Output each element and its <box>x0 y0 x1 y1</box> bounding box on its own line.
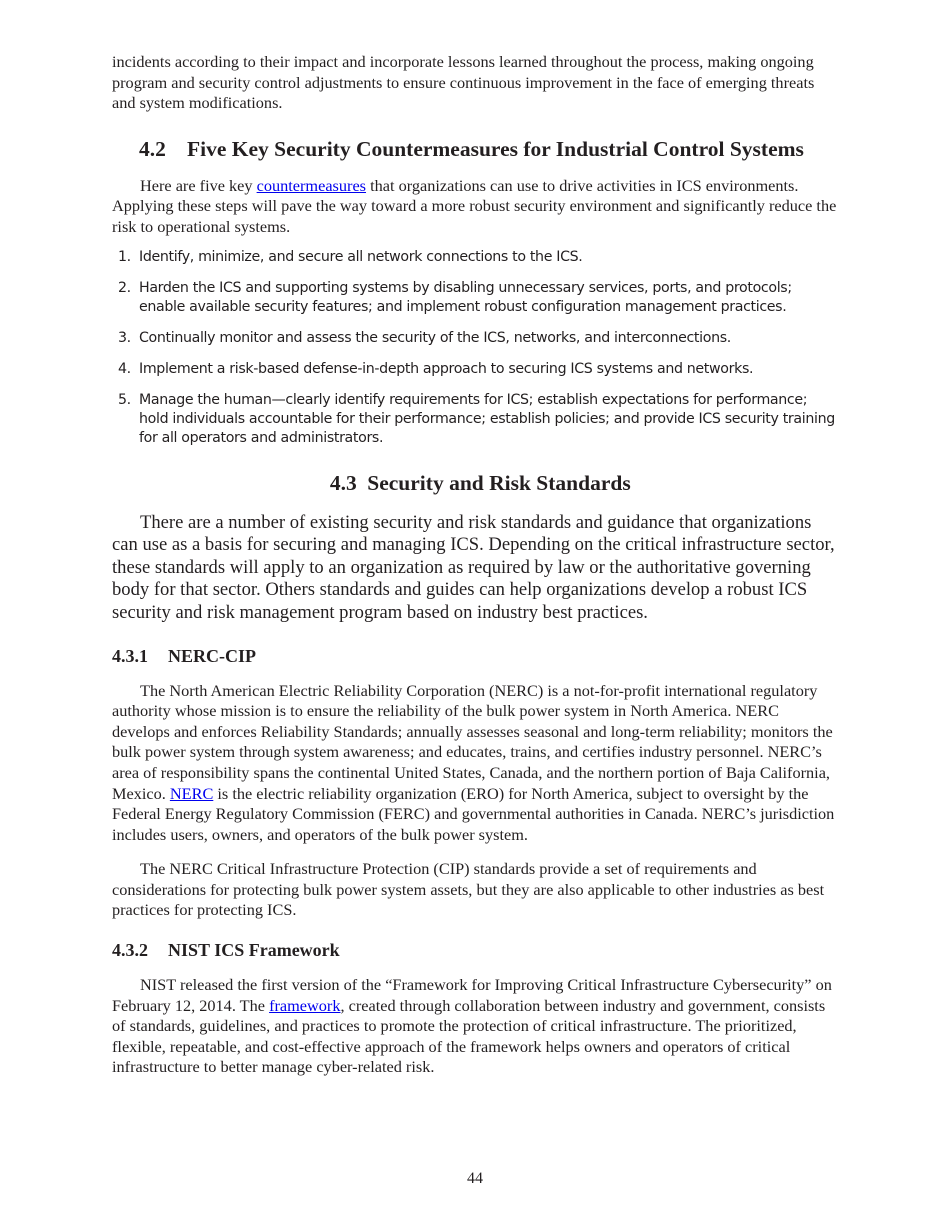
section-4-2-heading <box>139 136 838 162</box>
list-item-text: Manage the human—clearly identify requirements for ICS; establish expectations for performance; hold individuals accountable for their performance; establish policies; and provide ICS security training for all operators and administrators. <box>139 391 835 446</box>
paragraph-text: Here are five key <box>140 175 257 195</box>
section-title: Five Key Security Countermeasures for Industrial Control Systems <box>187 136 804 161</box>
document-page <box>112 52 838 1078</box>
section-4-3-paragraph: There are a number of existing security and risk standards and guidance that organizations can use as a basis for securing and managing ICS. Depending on the critical infrastructure sector, these standards will apply to an organization as required by law or the authoritative governing body for that sector. Others standards and guides can help organizations develop a robust ICS security and risk management program based on industry best practices. <box>112 511 835 623</box>
paragraph-text: that organizations can use to drive activities in ICS environments. Applying these steps will pave the way toward a more robust security environment and significantly reduce the risk to operational systems. <box>112 175 837 236</box>
subsection-number: 4.3.2 <box>112 940 148 961</box>
nerc-link[interactable]: NERC <box>169 783 214 803</box>
list-item <box>112 279 838 317</box>
nerc-paragraph-1 <box>112 681 838 846</box>
list-item-text: Continually monitor and assess the security of the ICS, networks, and interconnections. <box>139 329 731 346</box>
paragraph-text: The North American Electric Reliability Corporation (NERC) is a not-for-profit international regulatory authority whose mission is to ensure the reliability of the bulk power system in North America. NERC develops and enforces Reliability Standards; annually assesses seasonal and long-term reliability; monitors the bulk power system through system awareness; and educates, trains, and certifies industry personnel. NERC’s area of responsibility spans the continental United States, Canada, and the northern portion of Baja California, Mexico. <box>112 680 833 803</box>
list-item-text: Harden the ICS and supporting systems by disabling unnecessary services, ports, and protocols; enable available security features; and implement robust configuration management practices. <box>139 279 792 315</box>
list-item-text: Implement a risk-based defense-in-depth approach to securing ICS systems and networks. <box>139 360 754 377</box>
paragraph-text: is the electric reliability organization (ERO) for North America, subject to oversight by the Federal Energy Regulatory Commission (FERC) and governmental authorities in Canada. NERC’s jurisdiction includes users, owners, and operators of the bulk power system. <box>112 783 835 844</box>
paragraph-text: NIST released the first version of the “Framework for Improving Critical Infrastructure Cybersecurity” on February 12, 2014. The <box>112 975 832 1015</box>
paragraph-text: , created through collaboration between industry and government, consists of standards, guidelines, and practices to promote the protection of critical infrastructure. The prioritized, flexible, repeatable, and cost-effective approach of the framework helps owners and operators of critical infrastructure to better manage cyber-related risk. <box>112 995 826 1077</box>
section-4-3-1-heading <box>112 645 838 667</box>
countermeasures-link[interactable]: countermeasures <box>256 175 367 195</box>
section-number: 4.2 <box>139 136 166 161</box>
list-marker: 1. <box>118 248 131 265</box>
framework-link[interactable]: framework <box>269 995 341 1015</box>
subsection-title: NIST ICS Framework <box>168 940 340 961</box>
list-marker: 4. <box>118 360 131 377</box>
nist-paragraph <box>112 975 838 1078</box>
subsection-title: NERC-CIP <box>168 645 256 666</box>
section-4-2-paragraph <box>112 176 838 238</box>
list-marker: 5. <box>118 391 131 408</box>
nerc-paragraph-2: The NERC Critical Infrastructure Protection (CIP) standards provide a set of requirements and considerations for protecting bulk power system assets, but they are also applicable to other industries as best practices for protecting ICS. <box>112 859 825 920</box>
list-item <box>112 248 838 267</box>
subsection-number: 4.3.1 <box>112 645 148 666</box>
list-item-text: Identify, minimize, and secure all network connections to the ICS. <box>139 248 583 265</box>
section-number: 4.3 <box>329 470 357 495</box>
countermeasures-list <box>112 248 838 448</box>
list-item <box>112 329 838 348</box>
intro-paragraph: incidents according to their impact and incorporate lessons learned throughout the process, making ongoing program and security control adjustments to ensure continuous improvement in the face of emerging threats and system modifications. <box>112 52 815 113</box>
section-4-3-2-heading <box>112 939 838 961</box>
section-title: Security and Risk Standards <box>367 470 631 495</box>
section-4-3-heading <box>112 470 838 496</box>
list-marker: 2. <box>118 279 131 296</box>
page-number: 44 <box>467 1170 483 1187</box>
list-marker: 3. <box>118 329 131 346</box>
list-item <box>112 360 838 379</box>
list-item <box>112 391 838 448</box>
